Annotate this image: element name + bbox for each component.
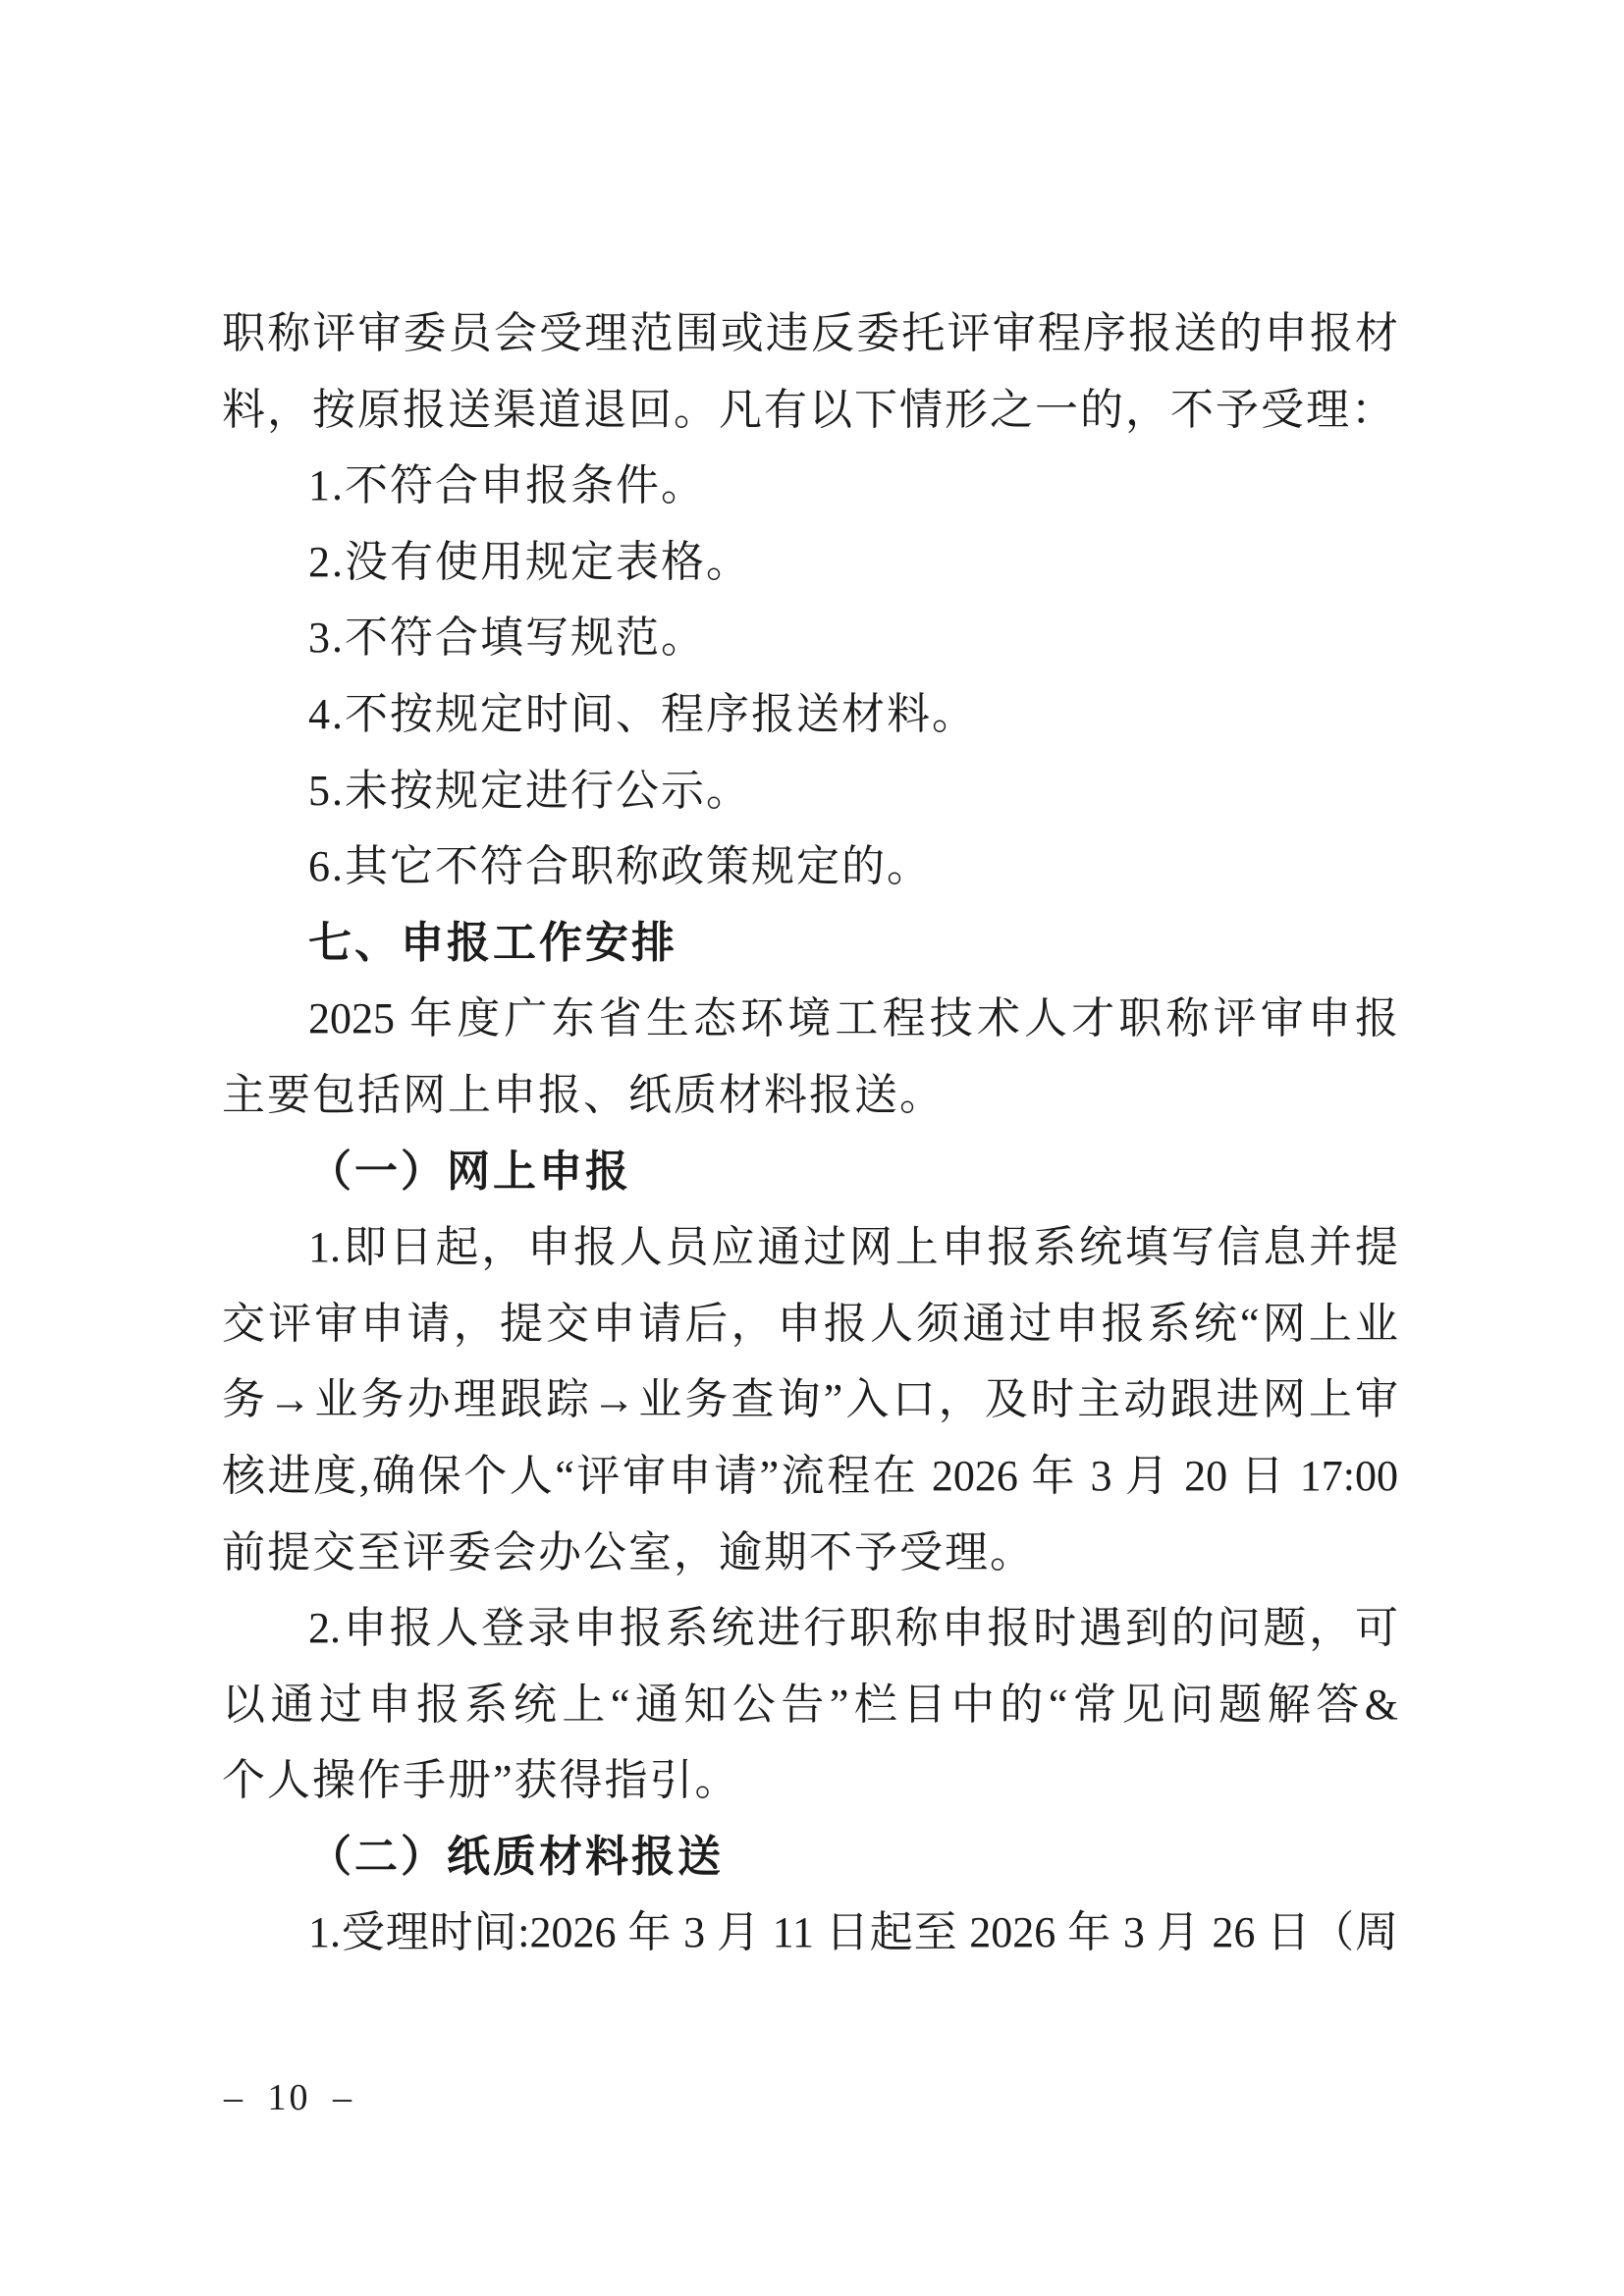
- paragraph-line: 1.受理时间:2026 年 3 月 11 日起至 2026 年 3 月 26 日（周: [308, 1908, 1398, 1957]
- list-item-line: 3.不符合填写规范。: [308, 614, 706, 663]
- paragraph-line: 2.申报人登录申报系统进行职称申报时遇到的问题，可: [308, 1604, 1398, 1653]
- list-item-line: 1.不符合申报条件。: [308, 461, 706, 510]
- list-item-line: 6.其它不符合职称政策规定的。: [308, 842, 932, 891]
- paragraph-line: 务→业务办理跟踪→业务查询”入口，及时主动跟进网上审: [222, 1375, 1398, 1424]
- list-item-line: 2.没有使用规定表格。: [308, 537, 751, 586]
- subsection-heading: （二）纸质材料报送: [308, 1832, 724, 1881]
- list-item-line: 5.未按规定进行公示。: [308, 766, 751, 815]
- paragraph-line: 料，按原报送渠道退回。凡有以下情形之一的，不予受理：: [222, 385, 1396, 434]
- paragraph-line: 2025 年度广东省生态环境工程技术人才职称评审申报: [308, 994, 1398, 1043]
- section-heading: 七、申报工作安排: [308, 918, 677, 967]
- paragraph-line: 以通过申报系统上“通知公告”栏目中的“常见问题解答&: [222, 1680, 1398, 1729]
- page-number: – 10 –: [224, 2077, 354, 2118]
- text-block: [222, 295, 1398, 1971]
- paragraph-line: 交评审申请，提交申请后，申报人须通过申报系统“网上业: [222, 1299, 1398, 1348]
- paragraph-line: 个人操作手册”获得指引。: [222, 1756, 740, 1805]
- paragraph-line: 前提交至评委会办公室，逾期不予受理。: [222, 1527, 1035, 1576]
- list-item-line: 4.不按规定时间、程序报送材料。: [308, 689, 977, 738]
- paragraph-line: 主要包括网上申报、纸质材料报送。: [222, 1070, 945, 1119]
- paragraph-line: 职称评审委员会受理范围或违反委托评审程序报送的申报材: [222, 309, 1398, 357]
- paragraph-line: 核进度,确保个人“评审申请”流程在 2026 年 3 月 20 日 17:00: [222, 1451, 1398, 1500]
- paragraph-line: 1.即日起，申报人员应通过网上申报系统填写信息并提: [308, 1223, 1398, 1272]
- subsection-heading: （一）网上申报: [308, 1147, 631, 1196]
